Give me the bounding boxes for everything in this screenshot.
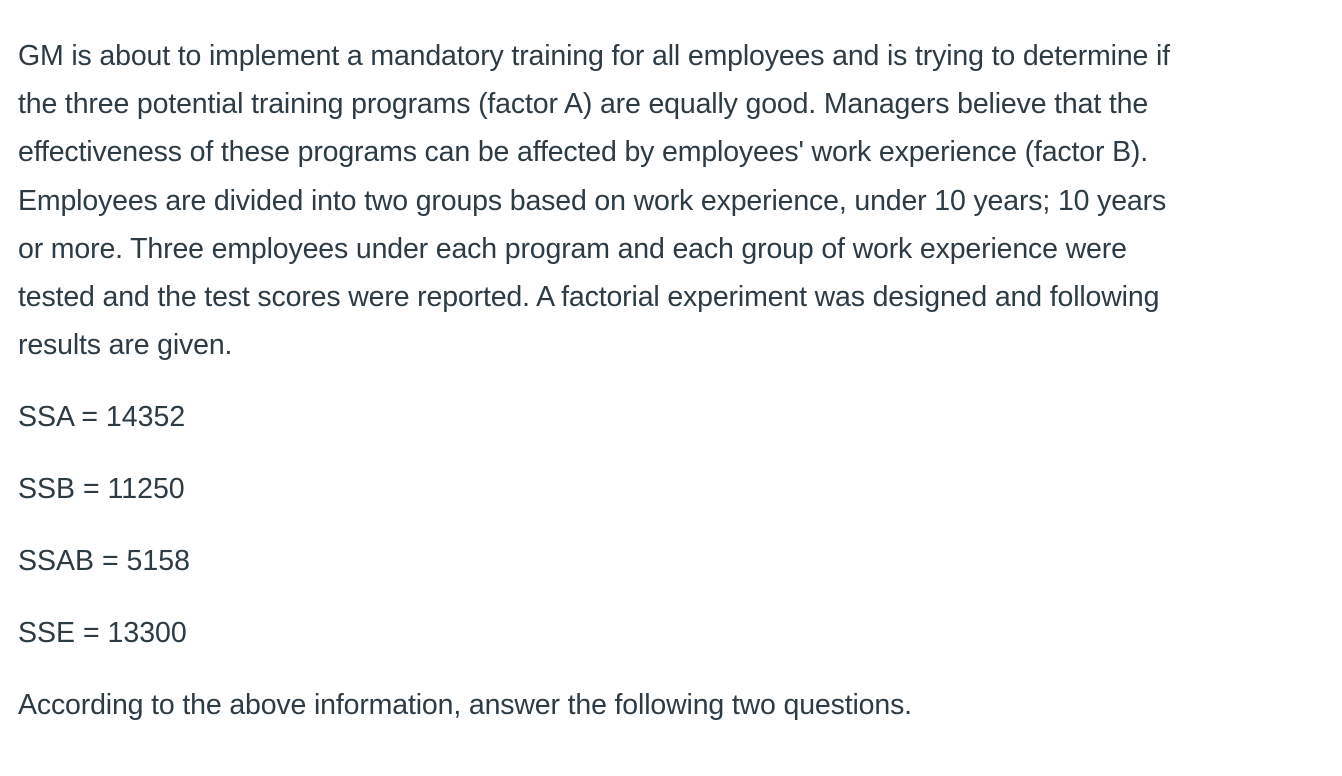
intro-line: the three potential training programs (factor A) are equally good. Managers believe that the (18, 88, 1149, 121)
question-instruction: According to the above information, answer the following two questions. (18, 689, 912, 722)
intro-line: effectiveness of these programs can be affected by employees' work experience (factor B). (18, 136, 1149, 169)
ssa-value: SSA = 14352 (18, 401, 186, 434)
intro-line: or more. Three employees under each program and each group of work experience were (18, 232, 1127, 265)
intro-line: GM is about to implement a mandatory training for all employees and is trying to determine if (18, 40, 1170, 72)
intro-line: tested and the test scores were reported. A factorial experiment was designed and following (18, 281, 1160, 314)
question-intro (18, 32, 1318, 369)
ssb-value: SSB = 11250 (18, 473, 185, 506)
sse-value: SSE = 13300 (18, 617, 187, 650)
intro-line: results are given. (18, 329, 233, 362)
ssab-value: SSAB = 5158 (18, 545, 190, 578)
intro-line: Employees are divided into two groups based on work experience, under 10 years; 10 years (18, 184, 1167, 217)
question-body (18, 32, 1318, 729)
